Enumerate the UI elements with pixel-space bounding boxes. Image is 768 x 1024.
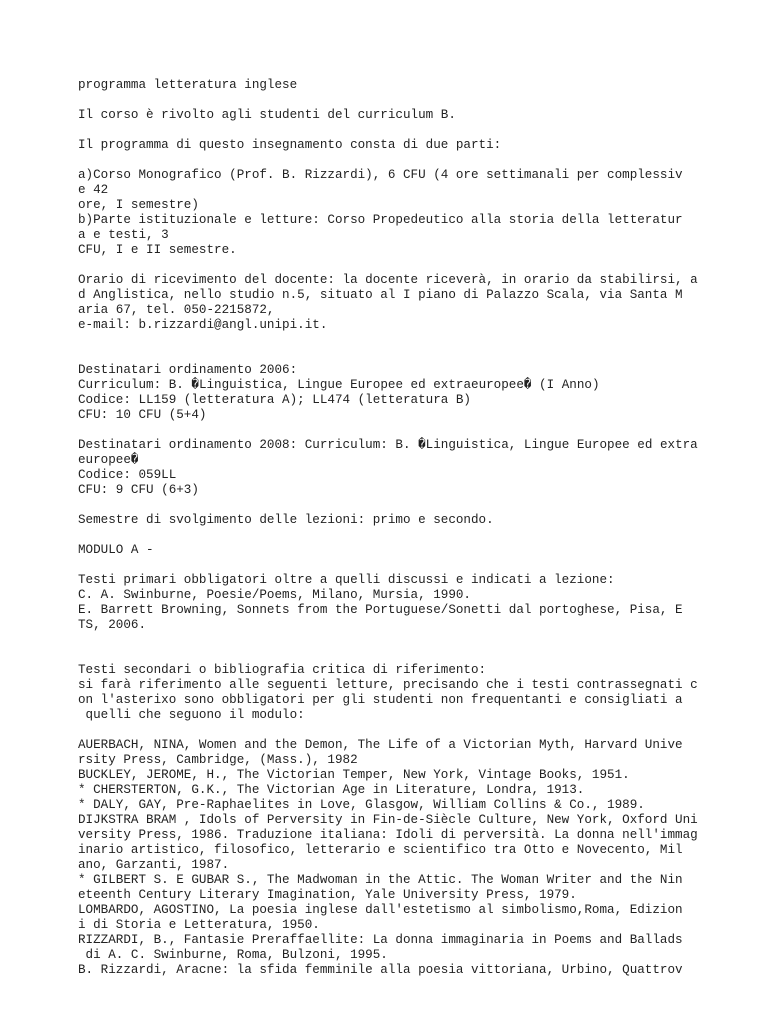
document-line: eteenth Century Literary Imagination, Yale University Press, 1979. [78,888,577,902]
document-line: B. Rizzardi, Aracne: la sfida femminile alla poesia vittoriana, Urbino, Quattrov [78,963,683,977]
document-line: d Anglistica, nello studio n.5, situato al I piano di Palazzo Scala, via Santa M [78,288,683,302]
document-line: b)Parte istituzionale e letture: Corso Propedeutico alla storia della letteratur [78,213,683,227]
document-line: ano, Garzanti, 1987. [78,858,230,872]
document-line: CFU: 9 CFU (6+3) [78,483,199,497]
document-line [78,153,728,168]
document-line: programma letteratura inglese [78,78,298,92]
document-line: BUCKLEY, JEROME, H., The Victorian Temper, New York, Vintage Books, 1951. [78,768,630,782]
document-line: Codice: LL159 (letteratura A); LL474 (letteratura B) [78,393,471,407]
document-line [78,333,728,348]
document-line: Curriculum: B. �Linguistica, Lingue Europee ed extraeuropee� (I Anno) [78,378,600,392]
document-line: Il programma di questo insegnamento consta di due parti: [78,138,502,152]
document-line: E. Barrett Browning, Sonnets from the Portuguese/Sonetti dal portoghese, Pisa, E [78,603,683,617]
document-line: CFU, I e II semestre. [78,243,237,257]
document-line: europee� [78,453,139,467]
document-line: inario artistico, filosofico, letterario e scientifico tra Otto e Novecento, Mil [78,843,683,857]
document-line: versity Press, 1986. Traduzione italiana: Idoli di perversità. La donna nell'immag [78,828,698,842]
document-line: Destinatari ordinamento 2008: Curriculum: B. �Linguistica, Lingue Europee ed extra [78,438,698,452]
document-line [78,93,728,108]
document-line: AUERBACH, NINA, Women and the Demon, The Life of a Victorian Myth, Harvard Unive [78,738,683,752]
document-line: di A. C. Swinburne, Roma, Bulzoni, 1995. [78,948,388,962]
document-line: * CHERSTERTON, G.K., The Victorian Age in Literature, Londra, 1913. [78,783,585,797]
document-line: a)Corso Monografico (Prof. B. Rizzardi), 6 CFU (4 ore settimanali per complessiv [78,168,683,182]
document-line [78,648,728,663]
document-line: Semestre di svolgimento delle lezioni: primo e secondo. [78,513,494,527]
document-line: on l'asterixo sono obbligatori per gli studenti non frequentanti e consigliati a [78,693,683,707]
document-line: Orario di ricevimento del docente: la docente riceverà, in orario da stabilirsi, a [78,273,698,287]
document-line [78,423,728,438]
document-line: TS, 2006. [78,618,147,632]
document-line [78,558,728,573]
document-line: LOMBARDO, AGOSTINO, La poesia inglese dall'estetismo al simbolismo,Roma, Edizion [78,903,683,917]
document-line: CFU: 10 CFU (5+4) [78,408,207,422]
document-line: e 42 [78,183,109,197]
document-line [78,498,728,513]
document-text [78,78,728,978]
document-line: * DALY, GAY, Pre-Raphaelites in Love, Glasgow, William Collins & Co., 1989. [78,798,645,812]
document-line: Destinatari ordinamento 2006: [78,363,298,377]
document-line: aria 67, tel. 050-2215872, [78,303,275,317]
document-line [78,123,728,138]
document-line: MODULO A - [78,543,154,557]
document-line: ore, I semestre) [78,198,199,212]
document-line: si farà riferimento alle seguenti letture, precisando che i testi contrassegnati c [78,678,698,692]
document-line: quelli che seguono il modulo: [78,708,305,722]
document-line: RIZZARDI, B., Fantasie Preraffaellite: La donna immaginaria in Poems and Ballads [78,933,683,947]
document-line [78,348,728,363]
document-line [78,258,728,273]
document-line: Codice: 059LL [78,468,177,482]
document-line: Testi primari obbligatori oltre a quelli discussi e indicati a lezione: [78,573,615,587]
document-line: rsity Press, Cambridge, (Mass.), 1982 [78,753,358,767]
document-line: C. A. Swinburne, Poesie/Poems, Milano, Mursia, 1990. [78,588,471,602]
document-line: Testi secondari o bibliografia critica di riferimento: [78,663,487,677]
document-line [78,723,728,738]
document-line: DIJKSTRA BRAM , Idols of Perversity in Fin-de-Siècle Culture, New York, Oxford Uni [78,813,698,827]
document-line [78,633,728,648]
document-line: Il corso è rivolto agli studenti del curriculum B. [78,108,456,122]
document-line: i di Storia e Letteratura, 1950. [78,918,320,932]
document-line [78,528,728,543]
document-line: e-mail: b.rizzardi@angl.unipi.it. [78,318,328,332]
document-line: a e testi, 3 [78,228,169,242]
document-line: * GILBERT S. E GUBAR S., The Madwoman in the Attic. The Woman Writer and the Nin [78,873,683,887]
